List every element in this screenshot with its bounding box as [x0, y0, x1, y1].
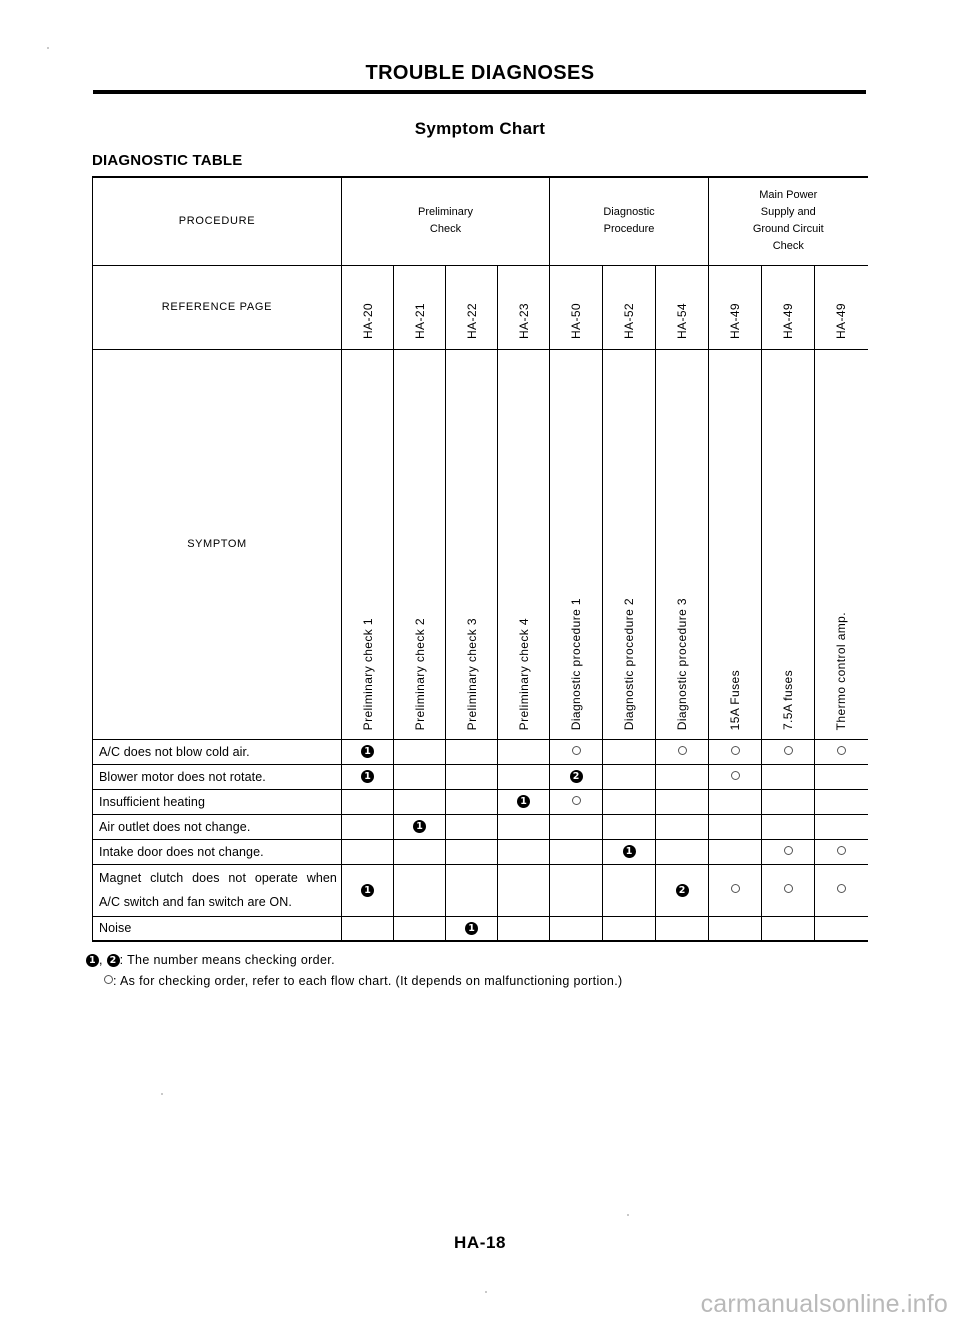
open-circle-icon: [731, 884, 740, 893]
mark-cell: [709, 839, 762, 864]
site-watermark: carmanualsonline.info: [700, 1290, 948, 1318]
mark-cell: [762, 789, 815, 814]
group-line-3: Ground Circuit: [752, 223, 824, 236]
column-title-9: Thermo control amp.: [815, 349, 868, 739]
column-title-8: 7.5A fuses: [762, 349, 815, 739]
reference-page-row: [93, 265, 868, 349]
mark-cell: [709, 916, 762, 941]
symptom-text: Intake door does not change.: [99, 844, 264, 859]
mark-cell: [762, 839, 815, 864]
mark-cell: [656, 739, 709, 764]
mark-cell: [342, 764, 394, 789]
symptom-cell: [93, 916, 342, 941]
symptom-text: A/C does not blow cold air.: [99, 744, 250, 759]
group-header-diagnostic-procedure: [550, 177, 709, 265]
legend-text-numbers: : The number means checking order.: [119, 953, 335, 967]
mark-cell: [603, 864, 656, 916]
reference-page-cell-3: HA-23: [498, 265, 550, 349]
mark-cell: [550, 916, 603, 941]
open-circle-icon: [837, 746, 846, 755]
mark-cell: [550, 764, 603, 789]
group-line-2: Supply and: [760, 206, 816, 219]
page-number: HA-18: [453, 1233, 507, 1252]
mark-cell: [394, 814, 446, 839]
reference-page-cell-2: HA-22: [446, 265, 498, 349]
column-titles-row: [93, 349, 868, 739]
column-title-0: Preliminary check 1: [342, 349, 394, 739]
reference-page-cell-1: HA-21: [394, 265, 446, 349]
symptom-cell: [93, 764, 342, 789]
column-title-6: Diagnostic procedure 3: [656, 349, 709, 739]
mark-cell: [342, 814, 394, 839]
mark-cell: [550, 789, 603, 814]
mark-cell: [550, 864, 603, 916]
group-line-1: Preliminary: [418, 206, 474, 219]
mark-cell: [656, 814, 709, 839]
mark-cell: [815, 864, 868, 916]
scan-speck: [627, 1214, 629, 1216]
filled-one-icon: 1: [361, 770, 374, 783]
group-line-1: Main Power: [759, 189, 818, 202]
symptom-cell: [93, 864, 342, 916]
group-line-4: Check: [772, 240, 804, 253]
legend-separator: ,: [99, 953, 103, 967]
reference-page-header: REFERENCE PAGE: [93, 265, 342, 349]
mark-cell: [498, 916, 550, 941]
mark-cell: [550, 814, 603, 839]
open-circle-icon: [784, 846, 793, 855]
scan-speck: [161, 1093, 163, 1095]
mark-cell: [446, 839, 498, 864]
mark-cell: [394, 864, 446, 916]
symptom-text-line-2: A/C switch and fan switch are ON.: [99, 895, 292, 909]
legend-row-circles: [86, 971, 623, 992]
open-circle-icon: [837, 846, 846, 855]
mark-cell: [709, 814, 762, 839]
diagnostic-table-label: DIAGNOSTIC TABLE: [92, 152, 243, 169]
group-header-main-power-supply: [709, 177, 868, 265]
column-title-2: Preliminary check 3: [446, 349, 498, 739]
mark-cell: [709, 764, 762, 789]
mark-cell: [446, 739, 498, 764]
mark-cell: [603, 814, 656, 839]
mark-cell: [656, 789, 709, 814]
open-circle-icon: [572, 746, 581, 755]
open-circle-icon: [572, 796, 581, 805]
group-line-1: Diagnostic: [603, 206, 655, 219]
legend: [86, 950, 623, 992]
column-title-1: Preliminary check 2: [394, 349, 446, 739]
reference-page-cell-9: HA-49: [815, 265, 868, 349]
mark-cell: [603, 916, 656, 941]
mark-cell: [394, 839, 446, 864]
filled-one-icon: 1: [623, 845, 636, 858]
open-circle-icon: [784, 746, 793, 755]
mark-cell: [446, 789, 498, 814]
mark-cell: [446, 916, 498, 941]
mark-cell: [815, 789, 868, 814]
open-circle-icon: [104, 975, 113, 984]
mark-cell: [762, 916, 815, 941]
table-group-header-row: [93, 177, 868, 265]
table-row: [93, 764, 868, 789]
filled-one-icon: 1: [361, 745, 374, 758]
diagnostic-table-wrapper: [92, 176, 867, 942]
mark-cell: [498, 789, 550, 814]
symptom-cell: [93, 814, 342, 839]
reference-page-cell-4: HA-50: [550, 265, 603, 349]
symptom-text: Blower motor does not rotate.: [99, 769, 266, 784]
scan-speck: [485, 1291, 487, 1293]
open-circle-icon: [731, 746, 740, 755]
mark-cell: [762, 864, 815, 916]
symptom-cell: [93, 789, 342, 814]
mark-cell: [815, 839, 868, 864]
group-line-2: Check: [429, 223, 462, 236]
filled-one-icon: 1: [517, 795, 530, 808]
open-circle-icon: [731, 771, 740, 780]
symptom-text: Noise: [99, 921, 132, 936]
mark-cell: [815, 764, 868, 789]
column-title-7: 15A Fuses: [709, 349, 762, 739]
page-title: TROUBLE DIAGNOSES: [365, 62, 595, 84]
scan-speck: [47, 47, 49, 49]
table-row: [93, 739, 868, 764]
mark-cell: [815, 739, 868, 764]
table-row: [93, 789, 868, 814]
mark-cell: [446, 864, 498, 916]
table-row: [93, 839, 868, 864]
legend-row-numbers: [86, 950, 623, 971]
open-circle-icon: [784, 884, 793, 893]
reference-page-cell-8: HA-49: [762, 265, 815, 349]
symptom-cell: [93, 839, 342, 864]
open-circle-icon: [678, 746, 687, 755]
mark-cell: [394, 764, 446, 789]
filled-two-icon: 2: [676, 884, 689, 897]
mark-cell: [498, 764, 550, 789]
mark-cell: [762, 814, 815, 839]
group-header-preliminary-check: [342, 177, 550, 265]
mark-cell: [498, 864, 550, 916]
mark-cell: [656, 839, 709, 864]
mark-cell: [498, 739, 550, 764]
symptom-header: SYMPTOM: [93, 349, 342, 739]
filled-two-icon: 2: [570, 770, 583, 783]
mark-cell: [342, 789, 394, 814]
mark-cell: [342, 839, 394, 864]
mark-cell: [815, 814, 868, 839]
mark-cell: [394, 789, 446, 814]
filled-one-icon: 1: [465, 922, 478, 935]
mark-cell: [550, 739, 603, 764]
mark-cell: [709, 789, 762, 814]
title-divider: [93, 90, 866, 94]
symptom-text: Air outlet does not change.: [99, 819, 251, 834]
table-row: [93, 864, 868, 916]
mark-cell: [342, 916, 394, 941]
table-row: [93, 916, 868, 941]
mark-cell: [762, 739, 815, 764]
filled-one-icon: 1: [86, 954, 99, 967]
mark-cell: [656, 916, 709, 941]
mark-cell: [446, 764, 498, 789]
group-line-2: Procedure: [603, 223, 655, 236]
table-row: [93, 814, 868, 839]
filled-one-icon: 1: [361, 884, 374, 897]
mark-cell: [498, 814, 550, 839]
diagnostic-table: [92, 176, 868, 942]
mark-cell: [656, 864, 709, 916]
filled-two-icon: 2: [107, 954, 120, 967]
mark-cell: [603, 839, 656, 864]
mark-cell: [603, 764, 656, 789]
mark-cell: [762, 764, 815, 789]
table-body: [93, 739, 868, 941]
reference-page-cell-7: HA-49: [709, 265, 762, 349]
reference-page-cell-5: HA-52: [603, 265, 656, 349]
procedure-header: PROCEDURE: [93, 177, 342, 265]
reference-page-cell-0: HA-20: [342, 265, 394, 349]
mark-cell: [342, 864, 394, 916]
section-title: Symptom Chart: [414, 119, 546, 138]
open-circle-icon: [837, 884, 846, 893]
mark-cell: [603, 789, 656, 814]
mark-cell: [603, 739, 656, 764]
mark-cell: [550, 839, 603, 864]
mark-cell: [342, 739, 394, 764]
mark-cell: [446, 814, 498, 839]
mark-cell: [709, 739, 762, 764]
mark-cell: [815, 916, 868, 941]
reference-page-cell-6: HA-54: [656, 265, 709, 349]
column-title-4: Diagnostic procedure 1: [550, 349, 603, 739]
mark-cell: [709, 864, 762, 916]
mark-cell: [656, 764, 709, 789]
filled-one-icon: 1: [413, 820, 426, 833]
column-title-5: Diagnostic procedure 2: [603, 349, 656, 739]
legend-text-circles: : As for checking order, refer to each flow chart. (It depends on malfunctioning portion.): [113, 974, 623, 988]
mark-cell: [394, 916, 446, 941]
symptom-cell: [93, 739, 342, 764]
symptom-text: Insufficient heating: [99, 794, 206, 809]
mark-cell: [498, 839, 550, 864]
symptom-text-line-1: Magnet clutch does not operate when: [99, 871, 337, 885]
mark-cell: [394, 739, 446, 764]
column-title-3: Preliminary check 4: [498, 349, 550, 739]
